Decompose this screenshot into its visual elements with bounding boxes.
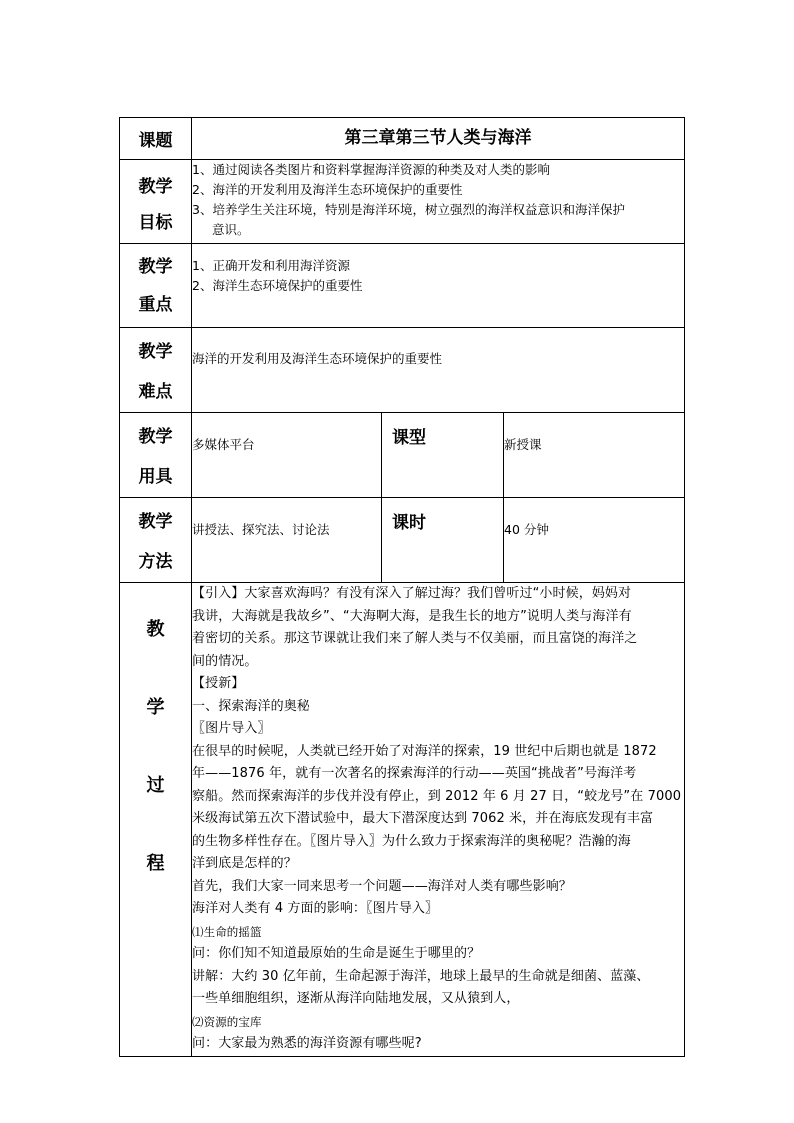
process-line: 首先，我们大家一同来思考一个问题——海洋对人类有哪些影响？ bbox=[192, 878, 572, 894]
title-label: 课题 bbox=[120, 118, 192, 160]
process-line: 讲解：大约 30 亿年前，生命起源于海洋，地球上最早的生命就是细菌、蓝藻、 bbox=[192, 968, 650, 984]
key-points-row bbox=[120, 244, 685, 328]
process-line: 【授新】 bbox=[192, 676, 245, 691]
process-line: ⑵资源的宝库 bbox=[192, 1014, 262, 1029]
key-points-content bbox=[192, 244, 685, 328]
tools-row bbox=[120, 413, 685, 498]
process-line: 一、探索海洋的奥秘 bbox=[192, 698, 310, 714]
process-line: 年——1876 年，就有一次著名的探索海洋的行动——英国“挑战者”号海洋考 bbox=[192, 766, 637, 781]
difficulties-label: 教学 难点 bbox=[120, 328, 192, 413]
difficulties-content: 海洋的开发利用及海洋生态环境保护的重要性 bbox=[192, 328, 685, 413]
process-line: 米级海试第五次下潜试验中，最大下潜深度达到 7062 米，并在海底发现有丰富 bbox=[192, 811, 654, 826]
tools-value: 多媒体平台 bbox=[192, 413, 382, 498]
goal-item: 意识。 bbox=[212, 222, 250, 237]
class-type-label: 课型 bbox=[382, 413, 504, 498]
goal-item: 3、培养学生关注环境，特别是海洋环境，树立强烈的海洋权益意识和海洋保护 bbox=[192, 202, 625, 217]
process-line: 着密切的关系。那这节课就让我们来了解人类与不仅美丽，而且富饶的海洋之 bbox=[192, 631, 638, 646]
key-point-item: 1、正确开发和利用海洋资源 bbox=[192, 258, 350, 273]
goals-row bbox=[120, 160, 685, 244]
process-content bbox=[192, 583, 685, 1057]
difficulties-row bbox=[120, 328, 685, 413]
process-line: 【引入】大家喜欢海吗？有没有深入了解过海？我们曾听过“小时候，妈妈对 bbox=[192, 586, 632, 601]
process-line: 问：大家最为熟悉的海洋资源有哪些呢? bbox=[192, 1036, 422, 1051]
key-points-label: 教学 重点 bbox=[120, 244, 192, 328]
process-line: 〖图片导入〗 bbox=[192, 721, 271, 736]
goal-item: 2、海洋的开发利用及海洋生态环境保护的重要性 bbox=[192, 182, 463, 197]
title-row bbox=[120, 118, 685, 160]
process-line: 一些单细胞组织，逐渐从海洋向陆地发展，又从猿到人， bbox=[192, 991, 520, 1006]
goal-item: 1、通过阅读各类图片和资料掌握海洋资源的种类及对人类的影响 bbox=[192, 162, 550, 177]
methods-row bbox=[120, 498, 685, 583]
process-label: 教 学 过 程 bbox=[120, 583, 192, 1057]
lesson-plan-table bbox=[119, 117, 685, 1057]
process-line: 察船。然而探索海洋的步伐并没有停止，到 2012 年 6 月 27 日，“蛟龙号”在 7000 bbox=[192, 788, 682, 804]
tools-label: 教学 用具 bbox=[120, 413, 192, 498]
process-line: 问：你们知不知道最原始的生命是诞生于哪里的？ bbox=[192, 946, 481, 961]
process-line: 的生物多样性存在。〖图片导入〗为什么致力于探索海洋的奥秘呢？浩瀚的海 bbox=[192, 833, 631, 849]
process-line: 洋到底是怎样的？ bbox=[192, 856, 297, 871]
class-hours-value: 40 分钟 bbox=[504, 498, 685, 583]
goals-content bbox=[192, 160, 685, 244]
methods-value: 讲授法、探究法、讨论法 bbox=[192, 498, 382, 583]
process-line: 我讲，大海就是我故乡”、“大海啊大海，是我生长的地方”说明人类与海洋有 bbox=[192, 608, 632, 624]
process-line: 间的情况。 bbox=[192, 653, 258, 669]
class-type-value: 新授课 bbox=[504, 413, 685, 498]
process-line: 海洋对人类有 4 方面的影响：〖图片导入〗 bbox=[192, 901, 439, 916]
process-row bbox=[120, 583, 685, 1057]
key-point-item: 2、海洋生态环境保护的重要性 bbox=[192, 278, 363, 293]
process-line: 在很早的时候呢，人类就已经开始了对海洋的探索，19 世纪中后期也就是 1872 bbox=[192, 743, 657, 759]
goals-label: 教学 目标 bbox=[120, 160, 192, 244]
process-line: ⑴生命的摇篮 bbox=[192, 924, 262, 939]
lesson-title: 第三章第三节人类与海洋 bbox=[192, 118, 685, 160]
methods-label: 教学 方法 bbox=[120, 498, 192, 583]
class-hours-label: 课时 bbox=[382, 498, 504, 583]
